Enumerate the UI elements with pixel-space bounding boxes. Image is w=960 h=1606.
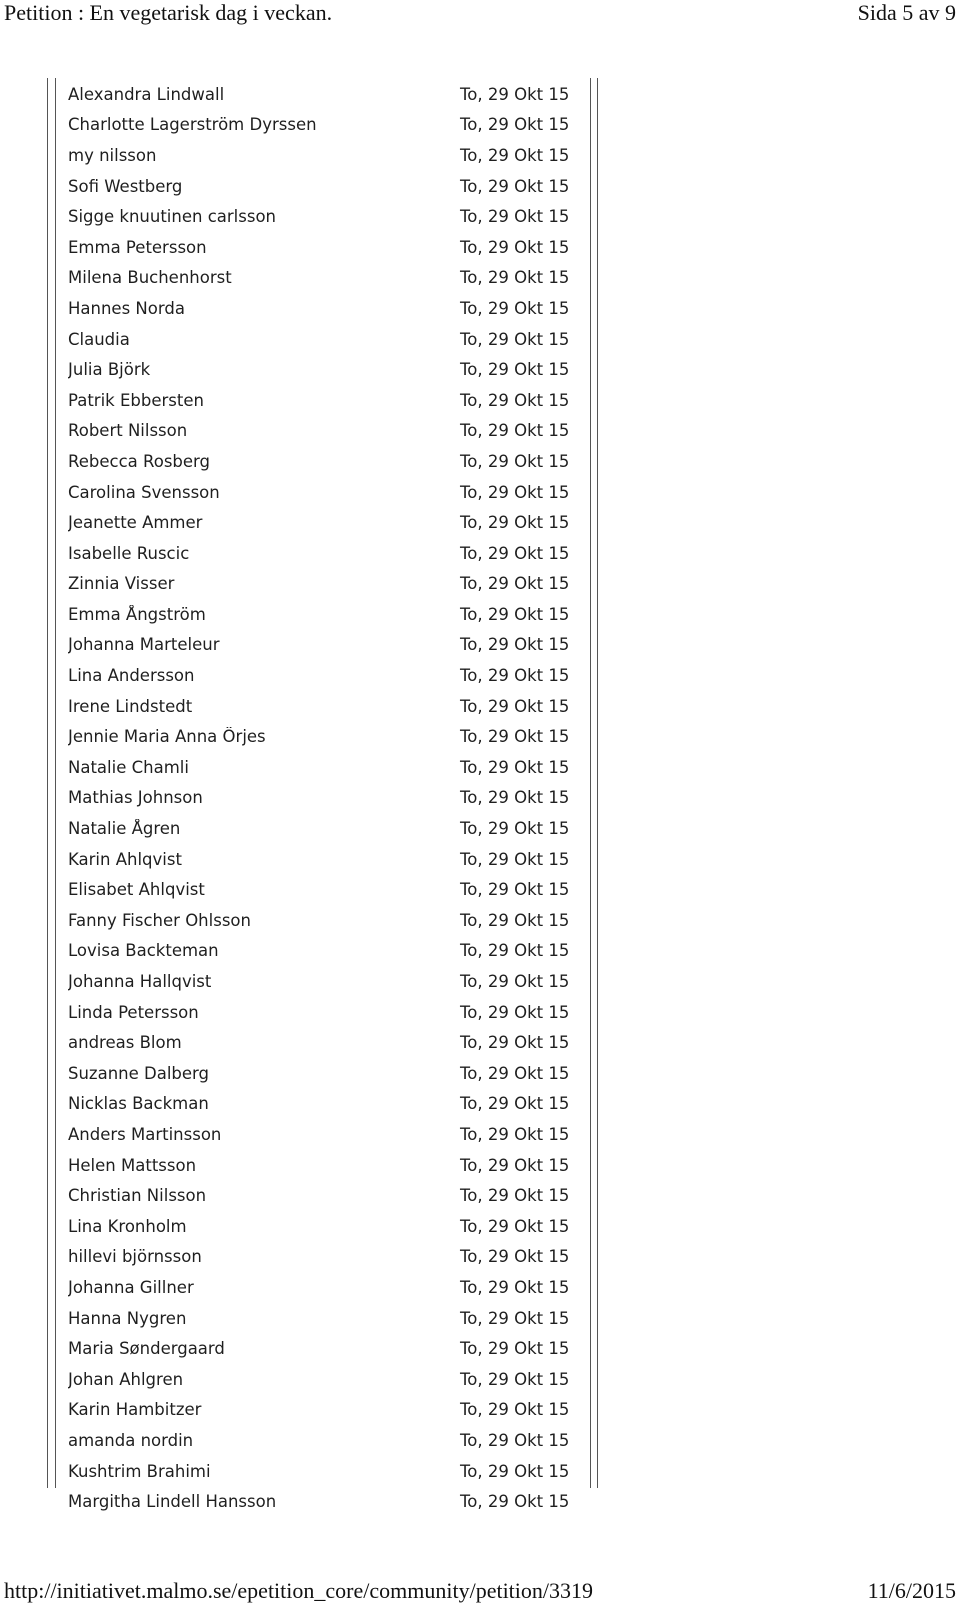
- signature-date: To, 29 Okt 15: [460, 115, 570, 135]
- signature-row: [68, 171, 628, 202]
- signature-row: [68, 691, 628, 722]
- signer-name: Jeanette Ammer: [68, 513, 203, 533]
- signature-row: [68, 783, 628, 814]
- signer-name: Claudia: [68, 329, 130, 349]
- signature-row: [68, 293, 628, 324]
- signature-row: [68, 905, 628, 936]
- signer-name: Alexandra Lindwall: [68, 84, 225, 104]
- table-left-border-outer: [47, 78, 48, 1488]
- signature-row: [68, 1089, 628, 1120]
- signer-name: Isabelle Ruscic: [68, 543, 190, 563]
- signature-row: [68, 507, 628, 538]
- signer-name: Milena Buchenhorst: [68, 268, 232, 288]
- signer-name: Rebecca Rosberg: [68, 451, 211, 471]
- signer-name: Johanna Marteleur: [68, 635, 220, 655]
- signature-date: To, 29 Okt 15: [460, 727, 570, 747]
- signature-row: [68, 201, 628, 232]
- signer-name: Sigge knuutinen carlsson: [68, 207, 276, 227]
- signature-date: To, 29 Okt 15: [460, 1216, 570, 1236]
- signer-name: Emma Ångström: [68, 604, 206, 624]
- signature-row: [68, 721, 628, 752]
- signer-name: Jennie Maria Anna Örjes: [68, 727, 266, 747]
- signature-row: [68, 79, 628, 110]
- signer-name: Johanna Hallqvist: [68, 972, 212, 992]
- signature-date: To, 29 Okt 15: [460, 298, 570, 318]
- signer-name: Carolina Svensson: [68, 482, 220, 502]
- signer-name: Karin Ahlqvist: [68, 849, 182, 869]
- signature-date: To, 29 Okt 15: [460, 543, 570, 563]
- signature-date: To, 29 Okt 15: [460, 421, 570, 441]
- signature-date: To, 29 Okt 15: [460, 390, 570, 410]
- signature-date: To, 29 Okt 15: [460, 84, 570, 104]
- signature-row: [68, 1425, 628, 1456]
- signer-name: Lina Andersson: [68, 666, 195, 686]
- signature-row: [68, 1211, 628, 1242]
- signer-name: Lina Kronholm: [68, 1216, 187, 1236]
- signature-date: To, 29 Okt 15: [460, 849, 570, 869]
- signer-name: Charlotte Lagerström Dyrssen: [68, 115, 317, 135]
- signature-row: [68, 263, 628, 294]
- signature-row: [68, 1272, 628, 1303]
- signer-name: andreas Blom: [68, 1033, 182, 1053]
- signature-row: [68, 385, 628, 416]
- signer-name: Margitha Lindell Hansson: [68, 1492, 277, 1512]
- signature-date: To, 29 Okt 15: [460, 788, 570, 808]
- signature-date: To, 29 Okt 15: [460, 1033, 570, 1053]
- signature-date: To, 29 Okt 15: [460, 1339, 570, 1359]
- signature-row: [68, 752, 628, 783]
- signature-date: To, 29 Okt 15: [460, 207, 570, 227]
- signature-date: To, 29 Okt 15: [460, 1308, 570, 1328]
- signer-name: Natalie Chamli: [68, 757, 189, 777]
- signer-name: Anders Martinsson: [68, 1124, 222, 1144]
- signature-row: [68, 1364, 628, 1395]
- signature-row: [68, 324, 628, 355]
- signature-date: To, 29 Okt 15: [460, 819, 570, 839]
- signature-row: [68, 1150, 628, 1181]
- signature-date: To, 29 Okt 15: [460, 666, 570, 686]
- signature-row: [68, 1119, 628, 1150]
- signer-name: Robert Nilsson: [68, 421, 188, 441]
- signer-name: Linda Petersson: [68, 1002, 199, 1022]
- footer-date: 11/6/2015: [867, 1578, 956, 1603]
- signature-date: To, 29 Okt 15: [460, 1461, 570, 1481]
- signature-row: [68, 1027, 628, 1058]
- signature-date: To, 29 Okt 15: [460, 757, 570, 777]
- footer-url[interactable]: http://initiativet.malmo.se/epetition_core/community/petition/3319: [4, 1578, 594, 1603]
- signature-date: To, 29 Okt 15: [460, 1063, 570, 1083]
- signature-row: [68, 140, 628, 171]
- signature-row: [68, 844, 628, 875]
- signature-row: [68, 1486, 628, 1517]
- signer-name: Irene Lindstedt: [68, 696, 193, 716]
- signer-name: my nilsson: [68, 145, 157, 165]
- signature-row: [68, 1395, 628, 1426]
- signature-row: [68, 813, 628, 844]
- signer-name: Fanny Fischer Ohlsson: [68, 910, 251, 930]
- signer-name: Suzanne Dalberg: [68, 1063, 210, 1083]
- signature-row: [68, 416, 628, 447]
- signature-date: To, 29 Okt 15: [460, 635, 570, 655]
- signature-date: To, 29 Okt 15: [460, 360, 570, 380]
- signer-name: Nicklas Backman: [68, 1094, 209, 1114]
- signature-row: [68, 660, 628, 691]
- table-left-border-inner: [55, 78, 56, 1488]
- signature-date: To, 29 Okt 15: [460, 145, 570, 165]
- signer-name: Johan Ahlgren: [68, 1369, 184, 1389]
- signer-name: hillevi björnsson: [68, 1247, 202, 1267]
- signature-date: To, 29 Okt 15: [460, 1124, 570, 1144]
- signature-date: To, 29 Okt 15: [460, 574, 570, 594]
- signature-date: To, 29 Okt 15: [460, 1186, 570, 1206]
- signature-date: To, 29 Okt 15: [460, 1155, 570, 1175]
- signature-date: To, 29 Okt 15: [460, 880, 570, 900]
- signature-date: To, 29 Okt 15: [460, 910, 570, 930]
- signature-date: To, 29 Okt 15: [460, 972, 570, 992]
- signer-name: Karin Hambitzer: [68, 1400, 202, 1420]
- signer-name: Hannes Norda: [68, 298, 185, 318]
- signature-row: [68, 538, 628, 569]
- signature-date: To, 29 Okt 15: [460, 329, 570, 349]
- signature-list: [68, 79, 628, 1517]
- signature-row: [68, 232, 628, 263]
- signer-name: Kushtrim Brahimi: [68, 1461, 211, 1481]
- signature-date: To, 29 Okt 15: [460, 1369, 570, 1389]
- signature-row: [68, 630, 628, 661]
- signer-name: Emma Petersson: [68, 237, 207, 257]
- signer-name: Julia Björk: [68, 360, 151, 380]
- signature-row: [68, 446, 628, 477]
- signer-name: Christian Nilsson: [68, 1186, 207, 1206]
- signature-date: To, 29 Okt 15: [460, 1002, 570, 1022]
- signature-date: To, 29 Okt 15: [460, 451, 570, 471]
- signer-name: Helen Mattsson: [68, 1155, 197, 1175]
- signature-row: [68, 1242, 628, 1273]
- page-number: Sida 5 av 9: [857, 0, 956, 25]
- signature-date: To, 29 Okt 15: [460, 482, 570, 502]
- signature-row: [68, 569, 628, 600]
- signature-date: To, 29 Okt 15: [460, 1094, 570, 1114]
- signature-row: [68, 1456, 628, 1487]
- signer-name: Natalie Ågren: [68, 819, 181, 839]
- signature-date: To, 29 Okt 15: [460, 513, 570, 533]
- signature-row: [68, 354, 628, 385]
- signature-row: [68, 1303, 628, 1334]
- signature-row: [68, 874, 628, 905]
- signature-row: [68, 1058, 628, 1089]
- signer-name: Maria Søndergaard: [68, 1339, 225, 1359]
- signer-name: amanda nordin: [68, 1430, 194, 1450]
- signature-row: [68, 1333, 628, 1364]
- signer-name: Sofi Westberg: [68, 176, 183, 196]
- signature-row: [68, 936, 628, 967]
- signer-name: Hanna Nygren: [68, 1308, 187, 1328]
- signer-name: Zinnia Visser: [68, 574, 175, 594]
- signature-date: To, 29 Okt 15: [460, 1277, 570, 1297]
- signer-name: Mathias Johnson: [68, 788, 203, 808]
- signature-date: To, 29 Okt 15: [460, 696, 570, 716]
- signature-date: To, 29 Okt 15: [460, 1247, 570, 1267]
- page-title: Petition : En vegetarisk dag i veckan.: [4, 0, 333, 25]
- signature-date: To, 29 Okt 15: [460, 1400, 570, 1420]
- signature-row: [68, 997, 628, 1028]
- signature-date: To, 29 Okt 15: [460, 1492, 570, 1512]
- signature-date: To, 29 Okt 15: [460, 1430, 570, 1450]
- signature-date: To, 29 Okt 15: [460, 268, 570, 288]
- signature-row: [68, 966, 628, 997]
- signature-row: [68, 599, 628, 630]
- signature-row: [68, 477, 628, 508]
- signature-date: To, 29 Okt 15: [460, 237, 570, 257]
- signature-date: To, 29 Okt 15: [460, 604, 570, 624]
- signature-date: To, 29 Okt 15: [460, 941, 570, 961]
- signer-name: Johanna Gillner: [68, 1277, 194, 1297]
- signature-row: [68, 110, 628, 141]
- signer-name: Lovisa Backteman: [68, 941, 219, 961]
- signature-date: To, 29 Okt 15: [460, 176, 570, 196]
- signature-row: [68, 1180, 628, 1211]
- signer-name: Patrik Ebbersten: [68, 390, 204, 410]
- signer-name: Elisabet Ahlqvist: [68, 880, 205, 900]
